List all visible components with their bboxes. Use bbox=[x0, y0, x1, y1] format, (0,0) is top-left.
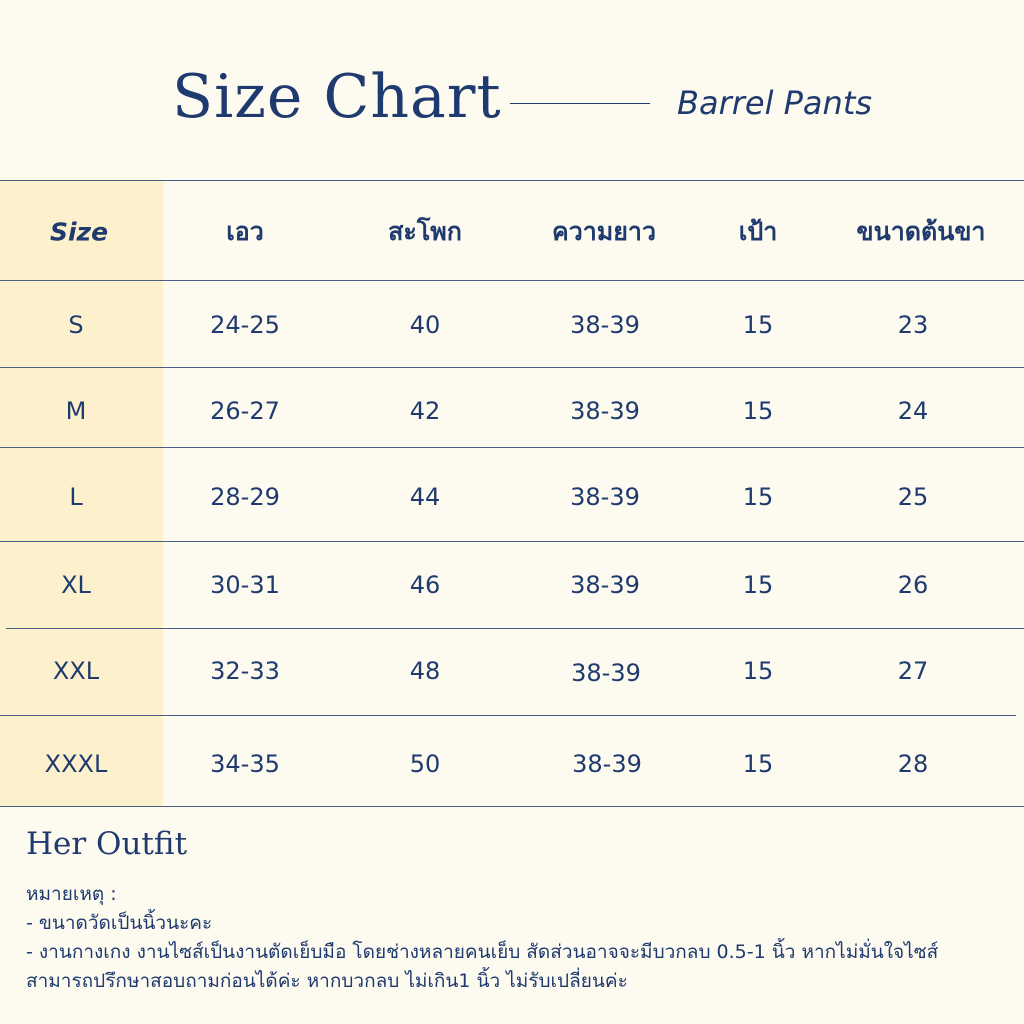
table-rule bbox=[0, 280, 1024, 281]
note-line: - ขนาดวัดเป็นนิ้วนะคะ bbox=[26, 912, 213, 934]
table-cell-thigh: 27 bbox=[897, 657, 929, 685]
table-cell-waist: 26-27 bbox=[210, 397, 280, 425]
notes-section bbox=[26, 880, 1016, 996]
brand-name: Her Outfit bbox=[26, 826, 188, 862]
table-cell-hip: 40 bbox=[409, 311, 441, 339]
product-subtitle: Barrel Pants bbox=[677, 84, 873, 122]
table-cell-rise: 15 bbox=[742, 483, 774, 511]
column-header-length: ความยาว bbox=[551, 217, 657, 246]
table-cell-thigh: 28 bbox=[897, 750, 929, 778]
table-cell-hip: 48 bbox=[409, 657, 441, 685]
column-header-thigh: ขนาดต้นขา bbox=[856, 217, 986, 246]
table-cell-hip: 44 bbox=[409, 483, 441, 511]
table-cell-length: 38-39 bbox=[570, 397, 640, 425]
table-cell-length: 38-39 bbox=[571, 659, 641, 687]
table-rule bbox=[0, 180, 1024, 181]
table-cell-thigh: 24 bbox=[897, 397, 929, 425]
table-cell-hip: 46 bbox=[409, 571, 441, 599]
table-rule bbox=[0, 447, 1024, 448]
note-line: สามารถปรึกษาสอบถามก่อนได้ค่ะ หากบวกลบ ไม่เกิน1 นิ้ว ไม่รับเปลี่ยนค่ะ bbox=[26, 970, 628, 992]
table-cell-thigh: 25 bbox=[897, 483, 929, 511]
table-cell-length: 38-39 bbox=[570, 311, 640, 339]
table-cell-thigh: 23 bbox=[897, 311, 929, 339]
column-header-waist: เอว bbox=[226, 217, 264, 246]
title-divider bbox=[510, 103, 650, 104]
size-table bbox=[0, 180, 1024, 807]
table-cell-rise: 15 bbox=[742, 571, 774, 599]
table-rule bbox=[0, 541, 1024, 542]
table-rule bbox=[0, 806, 1024, 807]
table-cell-rise: 15 bbox=[742, 397, 774, 425]
table-cell-size: XXL bbox=[52, 657, 100, 685]
table-cell-size: M bbox=[65, 397, 87, 425]
note-line: - งานกางเกง งานไซส์เป็นงานตัดเย็บมือ โดยช่างหลายคนเย็บ สัดส่วนอาจจะมีบวกลบ 0.5-1 นิ้ว หากไม่มั่นใจไซส์ bbox=[26, 941, 939, 963]
table-cell-rise: 15 bbox=[742, 750, 774, 778]
table-rule bbox=[6, 628, 1024, 629]
table-cell-waist: 34-35 bbox=[210, 750, 280, 778]
table-cell-waist: 32-33 bbox=[210, 657, 280, 685]
column-header-size: Size bbox=[49, 217, 109, 247]
table-cell-hip: 42 bbox=[409, 397, 441, 425]
table-cell-waist: 28-29 bbox=[210, 483, 280, 511]
table-cell-length: 38-39 bbox=[570, 571, 640, 599]
table-cell-waist: 24-25 bbox=[210, 311, 280, 339]
table-cell-waist: 30-31 bbox=[210, 571, 280, 599]
table-cell-size: S bbox=[68, 311, 84, 339]
table-cell-length: 38-39 bbox=[570, 483, 640, 511]
header bbox=[0, 0, 1024, 180]
column-header-hip: สะโพก bbox=[388, 217, 462, 246]
table-cell-rise: 15 bbox=[742, 657, 774, 685]
table-rule bbox=[0, 367, 1024, 368]
table-cell-hip: 50 bbox=[409, 750, 441, 778]
page-title: Size Chart bbox=[172, 62, 502, 132]
table-cell-size: XXXL bbox=[44, 750, 108, 778]
column-header-rise: เป้า bbox=[738, 217, 778, 246]
table-cell-rise: 15 bbox=[742, 311, 774, 339]
table-cell-size: L bbox=[69, 483, 83, 511]
notes-title: หมายเหตุ : bbox=[26, 883, 117, 905]
table-cell-thigh: 26 bbox=[897, 571, 929, 599]
table-cell-size: XL bbox=[61, 571, 91, 599]
table-cell-length: 38-39 bbox=[572, 750, 642, 778]
table-rule bbox=[0, 715, 1016, 716]
